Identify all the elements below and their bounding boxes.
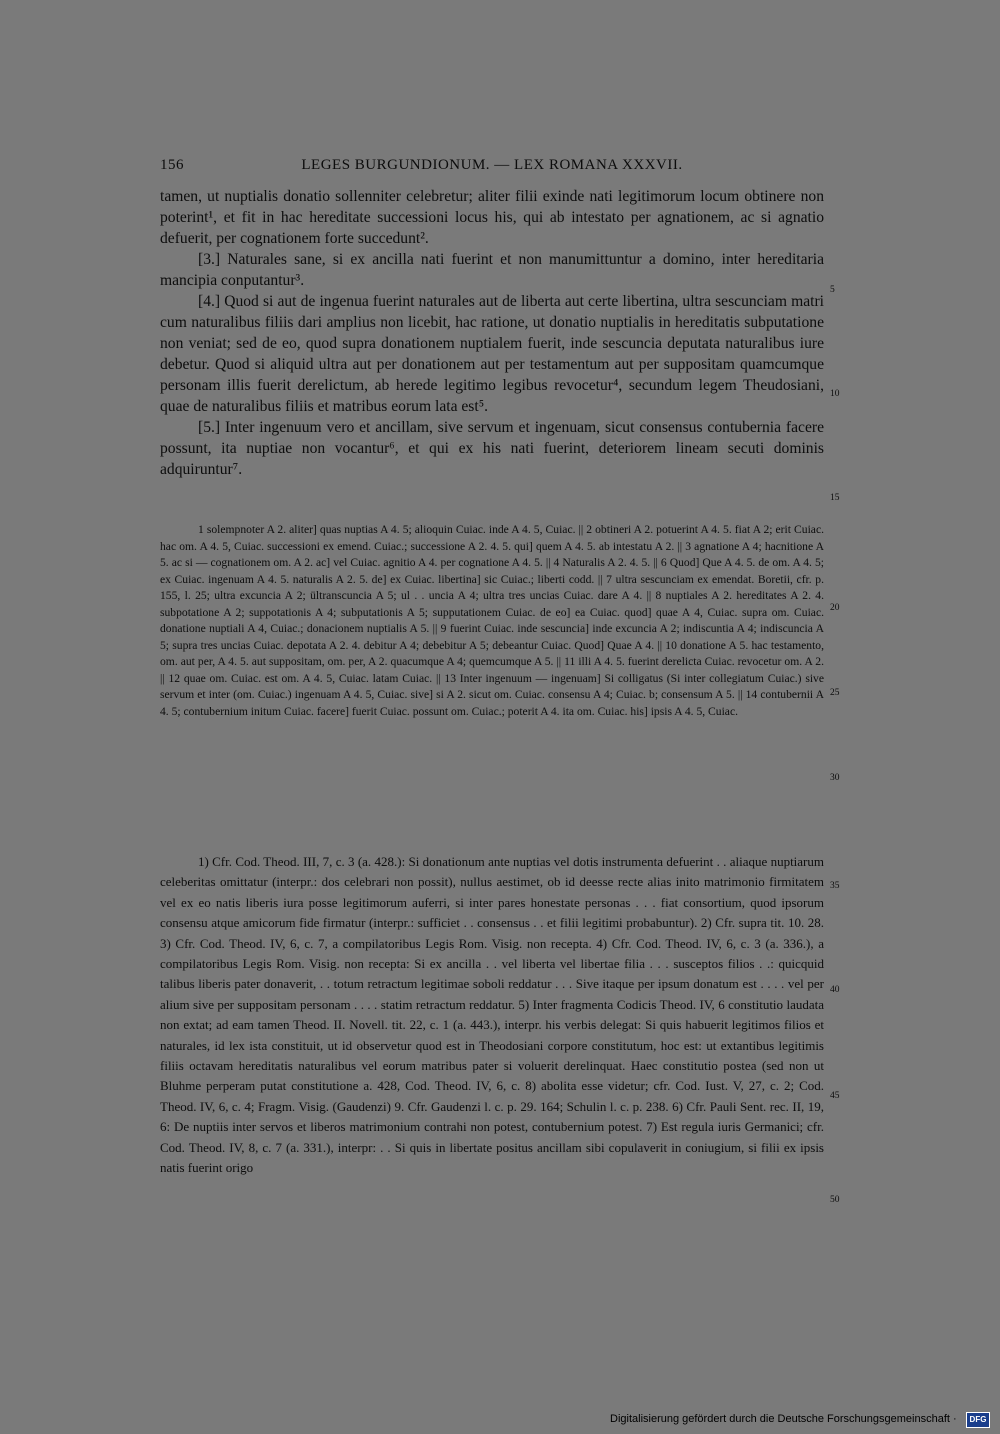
line-number: 30: [830, 773, 840, 783]
main-paragraph: tamen, ut nuptialis donatio sollenniter celebretur; aliter filii exinde nati legitimorum locum obtinere non poterint¹, et fit in hac hereditate successioni locus his, qui ab intestato per agnationem, ac si agnatio defuerit, per cognationem forte succedunt².: [160, 188, 824, 247]
line-number: 35: [830, 881, 840, 891]
footnotes: [160, 852, 824, 1179]
line-number: 40: [830, 985, 840, 995]
footnote-text: 1) Cfr. Cod. Theod. III, 7, c. 3 (a. 428.): Si donationum ante nuptias vel dotis instrumenta defuerint . . aliaque nuptiarum celeberitas omittatur (interpr.: dos celebrari non possit), nullus aestimet, ob id deesse recte alias inito matrimonio firmitatem vel ex eo natis liberis iura posse legitimorum auferri, si inter pares honestate personas . . . fiat consortium, quod ipsorum consensu atque amicorum fide firmatur (interpr.: sufficiet . . consensus . . et filii legitimi probabuntur). 2) Cfr. supra tit. 10. 28. 3) Cfr. Cod. Theod. IV, 6, c. 7, a compilatoribus Legis Rom. Visig. non recepta. 4) Cfr. Cod. Theod. IV, 6, c. 3 (a. 336.), a compilatoribus Legis Rom. Visig. non recepta: Si ex ancilla . . vel liberta vel libertae filia . . . susceptos filios . .: quicquid talibus liberis pater donaverit, . . totum retractum legitimae soboli reddatur . . . Sive itaque per ipsum donatum est . . . . vel per alium sive per suppositam personam . . . . statim retractum reddatur. 5) Inter fragmenta Codicis Theod. IV, 6 constitutio laudata non extat; ad eam tamen Theod. II. Novell. tit. 22, c. 1 (a. 443.), interpr. his verbis delegat: Si quis habuerit legitimos filios et naturales, id lex ista constituit, ut id observetur quod est in Theodosiani corpore constitutum, hoc est: ut extantibus legitimis filiis octavam hereditatis naturalibus vel eorum matribus pater si voluerit derelinquat. Haec constitutio postea (sed non ut Bluhme perperam putat constitutione a. 428, Cod. Theod. IV, 6, c. 8) abolita esse videtur; cfr. Cod. Iust. V, 27, c. 2; Cod. Theod. IV, 6, c. 4; Fragm. Visig. (Gaudenzi) 9. Cfr. Gaudenzi l. c. p. 29. 164; Schulin l. c. p. 238. 6) Cfr. Pauli Sent. rec. II, 19, 6: De nuptiis inter servos et liberos matrimonium contrahi non potest, contubernium potest. 7) Est regula iuris Germanici; cfr. Cod. Theod. IV, 8, c. 7 (a. 331.), interpr: . . Si quis in libertate positus ancillam sibi copulaverit in coniugium, si filii ex ipsis natis fuerint origo: [160, 854, 824, 1176]
running-title: LEGES BURGUNDIONUM. — LEX ROMANA XXXVII.: [301, 157, 683, 173]
running-header: [160, 157, 824, 179]
dfg-logo-icon: [966, 1412, 990, 1428]
line-number: 10: [830, 389, 840, 399]
critical-apparatus: [160, 522, 824, 720]
main-text: [160, 186, 824, 480]
main-paragraph: [3.] Naturales sane, si ex ancilla nati fuerint et non manumittuntur a domino, inter hereditaria mancipia conputantur³.: [160, 251, 824, 289]
funding-credit: Digitalisierung gefördert durch die Deutsche Forschungsgemeinschaft ·: [610, 1413, 957, 1425]
dfg-logo-text: DFG: [969, 1415, 987, 1424]
main-paragraph: [4.] Quod si aut de ingenua fuerint naturales aut de liberta aut certe libertina, ultra sescunciam matri cum naturalibus filiis dari amplius non licebit, hac ratione, ut donatio nuptialis in hereditatis subputatione non veniat; sed de eo, quod supra donationem nuptialem fuerit, inde sescuncia deputata naturalibus iure debetur. Quod si aliquid ultra aut per donationem aut per testamentum aut per suppositam quamcumque personam illis fuerit derelictum, ab herede legitimo legibus revocetur⁴, secundum legem Theudosiani, quae de naturalibus filiis et matribus eorum lata est⁵.: [160, 293, 824, 415]
line-number: 45: [830, 1091, 840, 1101]
line-number: 5: [830, 285, 835, 295]
line-number: 25: [830, 688, 840, 698]
apparatus-text: 1 solempnoter A 2. aliter] quas nuptias A 4. 5; alioquin Cuiac. inde A 4. 5, Cuiac. || 2 obtineri A 2. potuerint A 4. 5. fiat A 2; erit Cuiac. hac om. A 4. 5, Cuiac. successioni ex emend. Cuiac.; successione A 2. 4. 5. qui] quem A 4. 5. ab intestatu A 2. || 3 agnatione A 4; hacnitione A 5. ac si — cognationem om. A 2. ac] vel Cuiac. agnitio A 4. per cognatione A 4. 5. || 4 Naturalis A 2. 4. 5. || 6 Quod] Que A 4. 5. de om. A 4. 5; ex Cuiac. ingenuam A 4. 5. naturalis A 2. 5. de] ex Cuiac. libertina] sic Cuiac.; liberti codd. || 7 ultra sescunciam ex emendat. Boretii, cfr. p. 155, l. 25; ultra excuncia A 2; ültranscuncia A 5; ul . . uncia A 4; ultra tres uncias Cuiac. dare A 4. || 8 nuptiales A 2. hereditates A 2. 4. subpotatione A 2; suppotationis A 4; subputationis A 5; supputationem Cuiac. de eo] ea Cuiac. quod] quae A 4, Cuiac. supra om. Cuiac. donatione nuptiali A 4, Cuiac.; donacionem nuptialis A 5. || 9 fuerint Cuiac. inde sescuncia] inde excuncia A 2; indiscuntia A 4; indiscuncia A 5; supra tres uncias Cuiac. depotata A 2. 4. debitur A 4; debebitur A 5; debeantur Cuiac. Quod] Quae A 4. || 10 donatione A 5. hac testamento, om. aut per, A 4. 5. aut suppositam, om. per, A 2. quacumque A 4; quemcumque A 5. || 11 illi A 4. 5. fuerint derelicta Cuiac. revocetur om. A 2. || 12 quae om. Cuiac. est om. A 4. 5, Cuiac. latam Cuiac. || 13 Inter ingenuum — ingenuam] Si colligatus (Si inter collegiatum Cuiac.) sive servum et inter (om. Cuiac.) ingenuam A 4. 5, Cuiac. sive] si A 2. sicut om. Cuiac. consensu A 4; Cuiac. b; consensum A 5. || 14 contubernii A 4. 5; contubernium initum Cuiac. facere] fuerit Cuiac. possunt om. Cuiac.; poterit A 4. ita om. Cuiac. his] ipsis A 4. 5, Cuiac.: [160, 523, 824, 718]
page-number: 156: [160, 157, 184, 173]
line-number: 50: [830, 1195, 840, 1205]
line-number: 20: [830, 603, 840, 613]
line-number: 15: [830, 493, 840, 503]
main-paragraph: [5.] Inter ingenuum vero et ancillam, sive servum et ingenuam, sicut consensus contubernia facere possunt, ita nuptiae non vocantur⁶, et qui ex his nati fuerint, deteriorem lineam secuti dominis adquiruntur⁷.: [160, 419, 824, 478]
